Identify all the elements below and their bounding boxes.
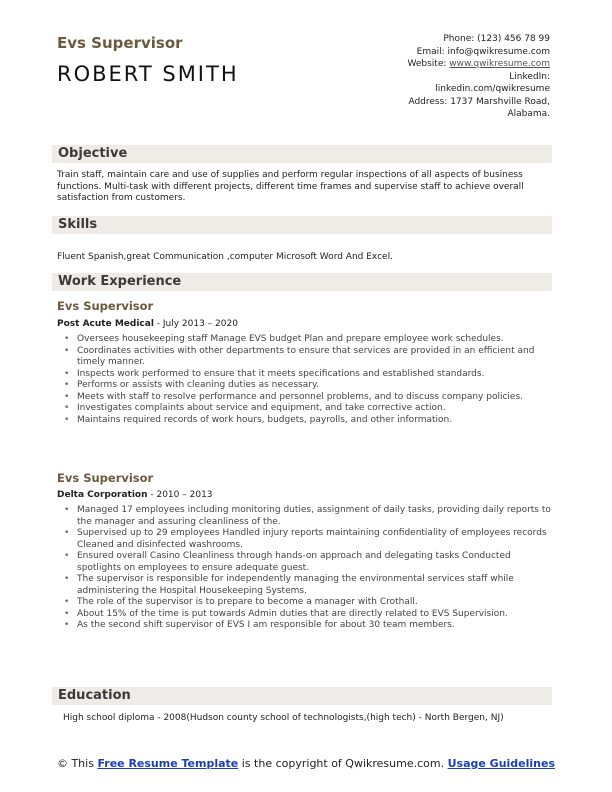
footer-prefix: © This: [56, 757, 98, 770]
list-item: • Meets with staff to resolve performance and personnel problems, and to discuss company policies.: [62, 392, 554, 404]
contact-phone: Phone: (123) 456 78 99: [443, 34, 550, 44]
list-item: • Coordinates activities with other departments to ensure that services are provided in an efficient and timely manner.: [62, 346, 554, 369]
skills-text: Fluent Spanish,great Communication ,computer Microsoft Word And Excel.: [57, 252, 393, 262]
job-2-title: Evs Supervisor: [57, 471, 154, 485]
education-text: High school diploma - 2008(Hudson county school of technologists,(high tech) - North Bergen, NJ): [63, 713, 504, 723]
contact-address-line2: Alabama.: [507, 109, 550, 119]
contact-linkedin-url: linkedin.com/qwikresume: [435, 84, 550, 94]
contact-linkedin-label: LinkedIn:: [509, 71, 550, 82]
candidate-name: ROBERT SMITH: [57, 62, 239, 86]
list-item: • As the second shift supervisor of EVS I am responsible for about 30 team members.: [62, 620, 554, 632]
website-label: Website:: [407, 59, 450, 69]
contact-email: Email: info@qwikresume.com: [416, 46, 550, 57]
list-item: • Oversees housekeeping staff Manage EVS budget Plan and prepare employee work schedules.: [62, 334, 554, 346]
list-item: • Managed 17 employees including monitoring duties, assignment of daily tasks, providing daily reports to the manager and assuring cleanliness of the.: [62, 505, 554, 528]
footer-middle: is the copyright of Qwikresume.com.: [238, 757, 448, 770]
job-2-dates: - 2010 – 2013: [147, 490, 213, 500]
contact-address-line1: Address: 1737 Marshville Road,: [408, 96, 550, 107]
list-item: • The supervisor is responsible for independently managing the environmental services staff while administering the Hospital Housekeeping Systems.: [62, 574, 554, 597]
job-1-title: Evs Supervisor: [57, 299, 154, 313]
job-1-dates: - July 2013 – 2020: [153, 319, 238, 329]
free-resume-template-link[interactable]: Free Resume Template: [97, 757, 239, 770]
job-1-bullets: [62, 334, 554, 426]
contact-website: [310, 58, 550, 71]
job-title: Evs Supervisor: [57, 34, 183, 52]
list-item: • Performs or assists with cleaning duties as necessary.: [62, 380, 554, 392]
education-heading: Education: [58, 688, 131, 703]
contact-block: [310, 33, 550, 121]
job-1-company-line: [57, 319, 238, 329]
list-item: • Ensured overall Casino Cleanliness through hands-on approach and delegating tasks Conducted spotlights on employees to ensure adequate guest.: [62, 551, 554, 574]
objective-heading: Objective: [58, 146, 128, 161]
list-item: • Maintains required records of work hours, budgets, payrolls, and other information.: [62, 415, 554, 427]
experience-heading-bar: [52, 273, 552, 291]
objective-heading-bar: [52, 145, 552, 163]
job-2-company: Delta Corporation: [57, 490, 148, 500]
list-item: • Investigates complaints about service and equipment, and take corrective action.: [62, 403, 554, 415]
job-2-bullets: [62, 505, 554, 632]
footer: [0, 757, 612, 770]
job-1-company: Post Acute Medical: [57, 319, 154, 329]
education-heading-bar: [52, 687, 552, 705]
list-item: • Supervised up to 29 employees Handled injury reports maintaining confidentiality of employees records Cleaned and disinfected washrooms.: [62, 528, 554, 551]
experience-heading: Work Experience: [58, 274, 182, 289]
skills-heading: Skills: [58, 217, 98, 232]
list-item: • About 15% of the time is put towards Admin duties that are directly related to EVS Supervision.: [62, 609, 554, 621]
skills-heading-bar: [52, 216, 552, 234]
list-item: • The role of the supervisor is to prepare to become a manager with Crothall.: [62, 597, 554, 609]
objective-text: Train staff, maintain care and use of supplies and perform regular inspections of all aspects of business functions. Multi-task with different projects, different time frames and supervise staff to achieve overall satisfaction from customers.: [57, 170, 524, 203]
usage-guidelines-link[interactable]: Usage Guidelines: [447, 757, 556, 770]
list-item: • Inspects work performed to ensure that it meets specifications and established standards.: [62, 369, 554, 381]
website-link[interactable]: www.qwikresume.com: [449, 59, 550, 69]
job-2-company-line: [57, 490, 213, 500]
